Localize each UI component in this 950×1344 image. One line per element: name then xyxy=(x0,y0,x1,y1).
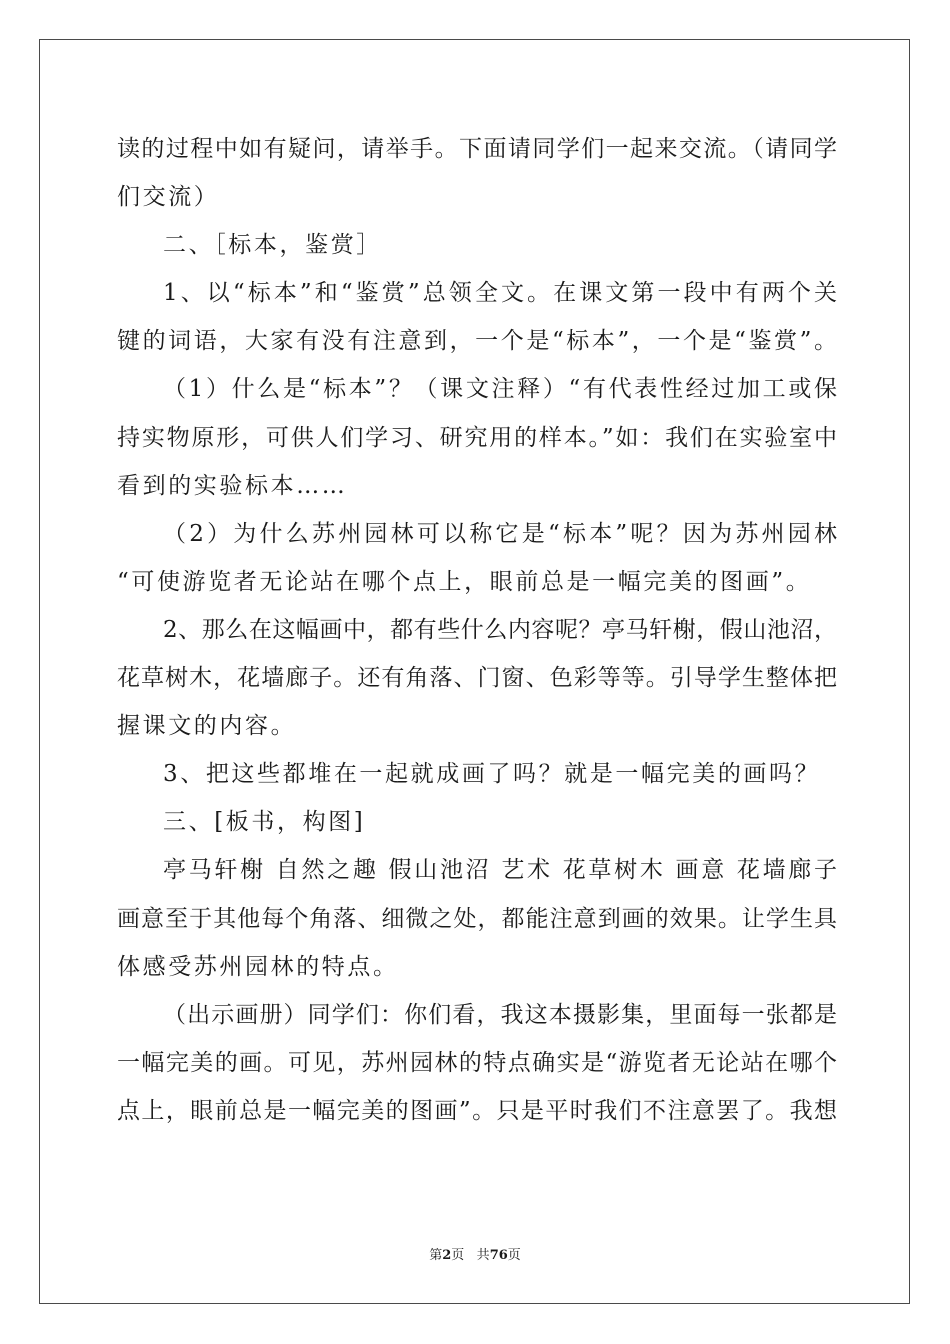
footer-page-prefix: 第 xyxy=(429,1248,443,1263)
text-line: 亭马轩榭 自然之趣 假山池沼 艺术 花草树木 画意 花墙廊子 xyxy=(163,857,837,884)
text-line: 2、那么在这幅画中，都有些什么内容呢？亭马轩榭，假山池沼， xyxy=(163,616,837,643)
text-line: 们交流） xyxy=(117,184,220,211)
footer-page-suffix: 页 xyxy=(451,1248,465,1263)
text-line: （出示画册）同学们：你们看，我这本摄影集，里面每一张都是 xyxy=(163,1001,837,1028)
text-line: 体感受苏州园林的特点。 xyxy=(117,953,399,980)
text-line: 持实物原形，可供人们学习、研究用的样本。”如：我们在实验室中 xyxy=(117,424,837,451)
text-line: 1、以“标本”和“鉴赏”总领全文。在课文第一段中有两个关 xyxy=(163,280,837,307)
text-line: 画意至于其他每个角落、细微之处，都能注意到画的效果。让学生具 xyxy=(117,905,837,932)
document-body xyxy=(117,125,837,1135)
footer-page-number: 2 xyxy=(442,1248,452,1263)
text-line: 3、把这些都堆在一起就成画了吗？就是一幅完美的画吗？ xyxy=(163,761,821,788)
footer-total-suffix: 页 xyxy=(507,1248,521,1263)
text-line: 一幅完美的画。可见，苏州园林的特点确实是“游览者无论站在哪个 xyxy=(117,1049,837,1076)
text-line: （2）为什么苏州园林可以称它是“标本”呢？因为苏州园林 xyxy=(163,520,837,547)
text-line: 握课文的内容。 xyxy=(117,713,297,740)
text-line: “可使游览者无论站在哪个点上，眼前总是一幅完美的图画”。 xyxy=(117,568,812,595)
section-heading: 二、［标本，鉴赏］ xyxy=(163,232,382,259)
section-heading: 三、[板书，构图] xyxy=(163,809,366,836)
text-line: 键的词语，大家有没有注意到，一个是“标本”，一个是“鉴赏”。 xyxy=(117,328,837,355)
text-line: 点上，眼前总是一幅完美的图画”。只是平时我们不注意罢了。我想 xyxy=(117,1097,837,1124)
footer-total-number: 76 xyxy=(489,1248,508,1263)
footer-total-prefix: 共 xyxy=(476,1248,490,1263)
text-line: 读的过程中如有疑问，请举手。下面请同学们一起来交流。（请同学 xyxy=(117,136,837,162)
text-line: 看到的实验标本…… xyxy=(117,472,348,499)
page-footer xyxy=(0,1244,950,1263)
text-line: 花草树木，花墙廊子。还有角落、门窗、色彩等等。引导学生整体把 xyxy=(117,665,837,692)
text-line: （1）什么是“标本”？（课文注释）“有代表性经过加工或保 xyxy=(163,376,837,403)
